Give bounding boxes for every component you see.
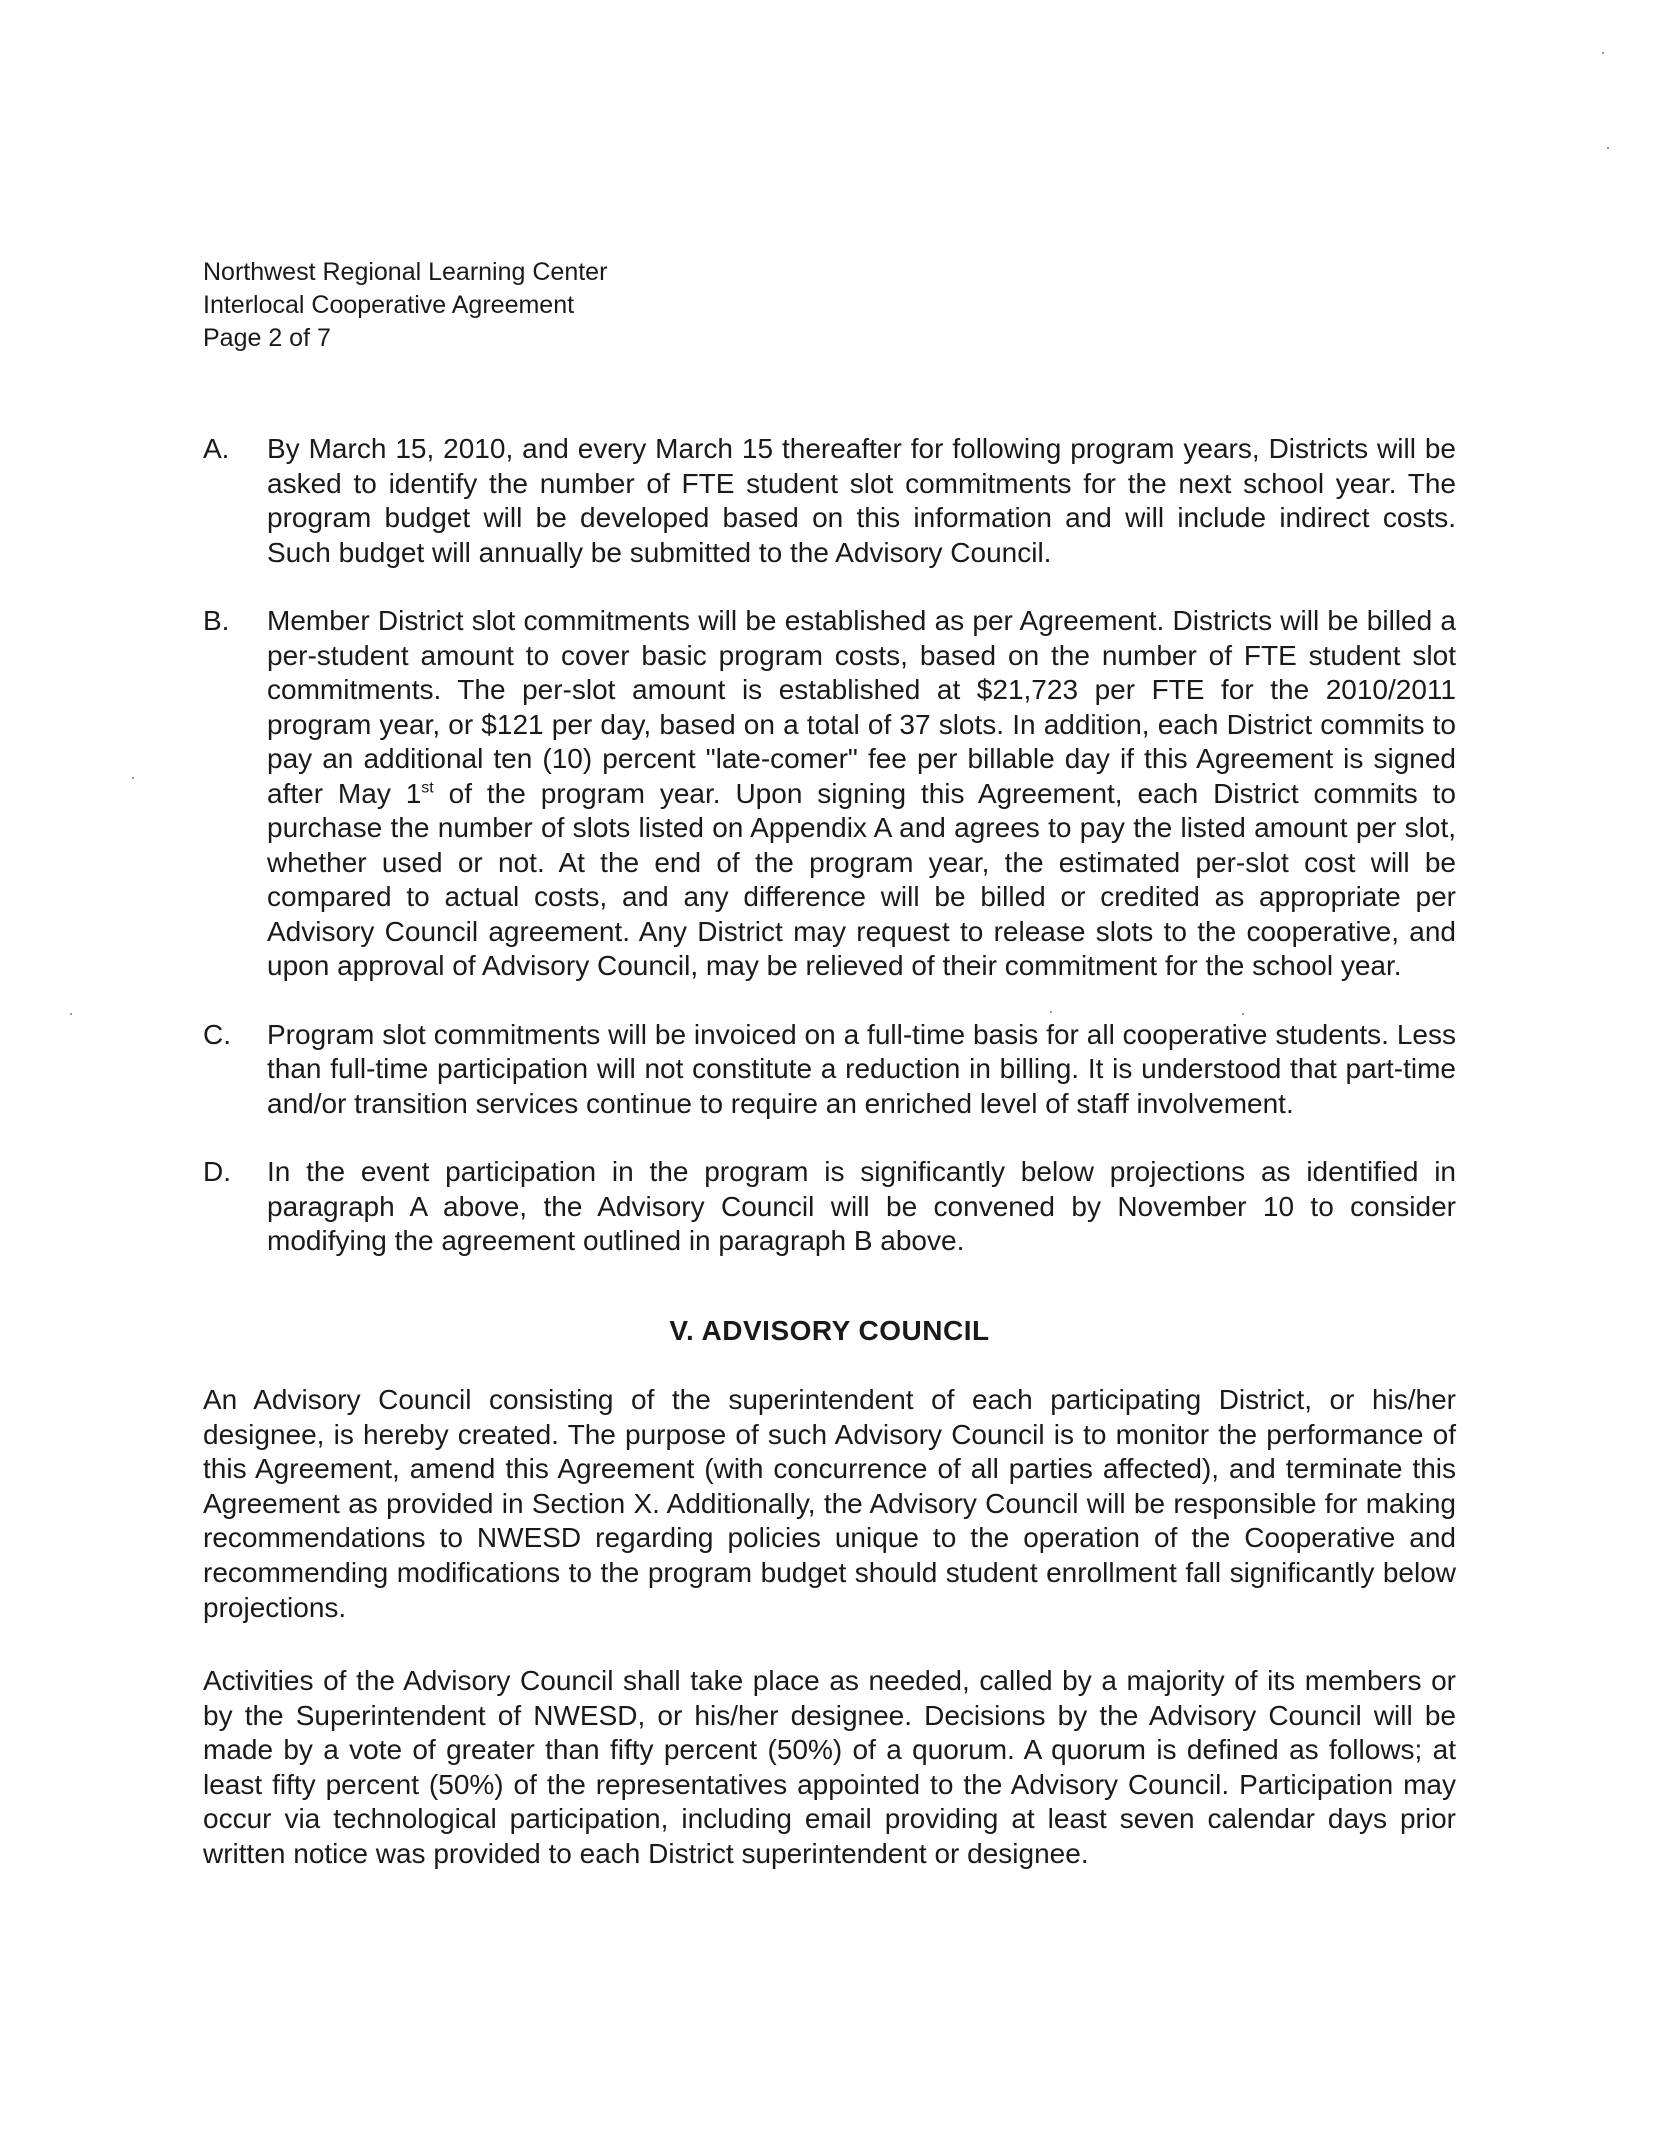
item-d-letter: D. [203, 1156, 231, 1187]
scan-speck [1602, 52, 1604, 54]
item-a [203, 432, 1456, 570]
advisory-council-paragraph-1: An Advisory Council consisting of the superintendent of each participating District, or his/her designee, is hereby created. The purpose of such Advisory Council is to monitor the performance of this Agreement, amend this Agreement (with concurrence of all parties affected), and terminate this Agreement as provided in Section X. Additionally, the Advisory Council will be responsible for making recommendations to NWESD regarding policies unique to the operation of the Cooperative and recommending modifications to the program budget should student enrollment fall significantly below projections. [203, 1384, 1456, 1623]
header-page-number: Page 2 of 7 [203, 324, 331, 352]
scan-speck [1050, 1011, 1052, 1013]
scan-speck [132, 777, 134, 779]
item-b-letter: B. [203, 605, 230, 636]
item-a-letter: A. [203, 433, 230, 464]
item-b-superscript: st [421, 779, 434, 797]
item-c-text: Program slot commitments will be invoiced on a full-time basis for all cooperative students. Less than full-time participation will not constitute a reduction in billing. It is understood that part-time and/or transition services continue to require an enriched level of staff involvement. [267, 1018, 1456, 1119]
advisory-council-paragraph-2: Activities of the Advisory Council shall take place as needed, called by a majority of its members or by the Superintendent of NWESD, or his/her designee. Decisions by the Advisory Council will be made by a vote of greater than fifty percent (50%) of a quorum. A quorum is defined as follows; at least fifty percent (50%) of the representatives appointed to the Advisory Council. Participation may occur via technological participation, including email providing at least seven calendar days prior written notice was provided to each District superintendent or designee. [203, 1665, 1456, 1869]
item-b-text-part1: Member District slot commitments will be established as per Agreement. Districts will be billed a per-student amount to cover basic program costs, based on the number of FTE student slot commitments. The per-slot amount is established at $21,723 per FTE for the 2010/2011 program year, or $121 per day, based on a total of 37 slots. In addition, each District commits to pay an additional ten (10) percent "late-comer" fee per billable day if this Agreement is signed after May 1 [267, 605, 1456, 809]
document-header [203, 256, 607, 355]
item-c [203, 1018, 1456, 1122]
item-b-text-part2: of the program year. Upon signing this Agreement, each District commits to purchase the number of slots listed on Appendix A and agrees to pay the listed amount per slot, whether used or not. At the end of the program year, the estimated per-slot cost will be compared to actual costs, and any difference will be billed or credited as appropriate per Advisory Council agreement. Any District may request to release slots to the cooperative, and upon approval of Advisory Council, may be relieved of their commitment for the school year. [267, 777, 1456, 981]
header-document-title: Interlocal Cooperative Agreement [203, 291, 575, 319]
header-organization: Northwest Regional Learning Center [203, 258, 608, 286]
lettered-items [203, 432, 1456, 1259]
item-d-text: In the event participation in the program is significantly below projections as identified in paragraph A above, the Advisory Council will be convened by November 10 to consider modifying the agreement outlined in paragraph B above. [267, 1156, 1456, 1256]
item-a-text: By March 15, 2010, and every March 15 thereafter for following program years, Districts will be asked to identify the number of FTE student slot commitments for the next school year. The program budget will be developed based on this information and will include indirect costs. Such budget will annually be submitted to the Advisory Council. [267, 433, 1456, 568]
item-c-letter: C. [203, 1018, 231, 1050]
scan-speck [70, 1013, 72, 1015]
scan-speck [1607, 147, 1609, 149]
scan-speck [1242, 1013, 1244, 1015]
item-b [203, 604, 1456, 984]
item-d [203, 1155, 1456, 1259]
section-heading: V. ADVISORY COUNCIL [669, 1315, 990, 1346]
